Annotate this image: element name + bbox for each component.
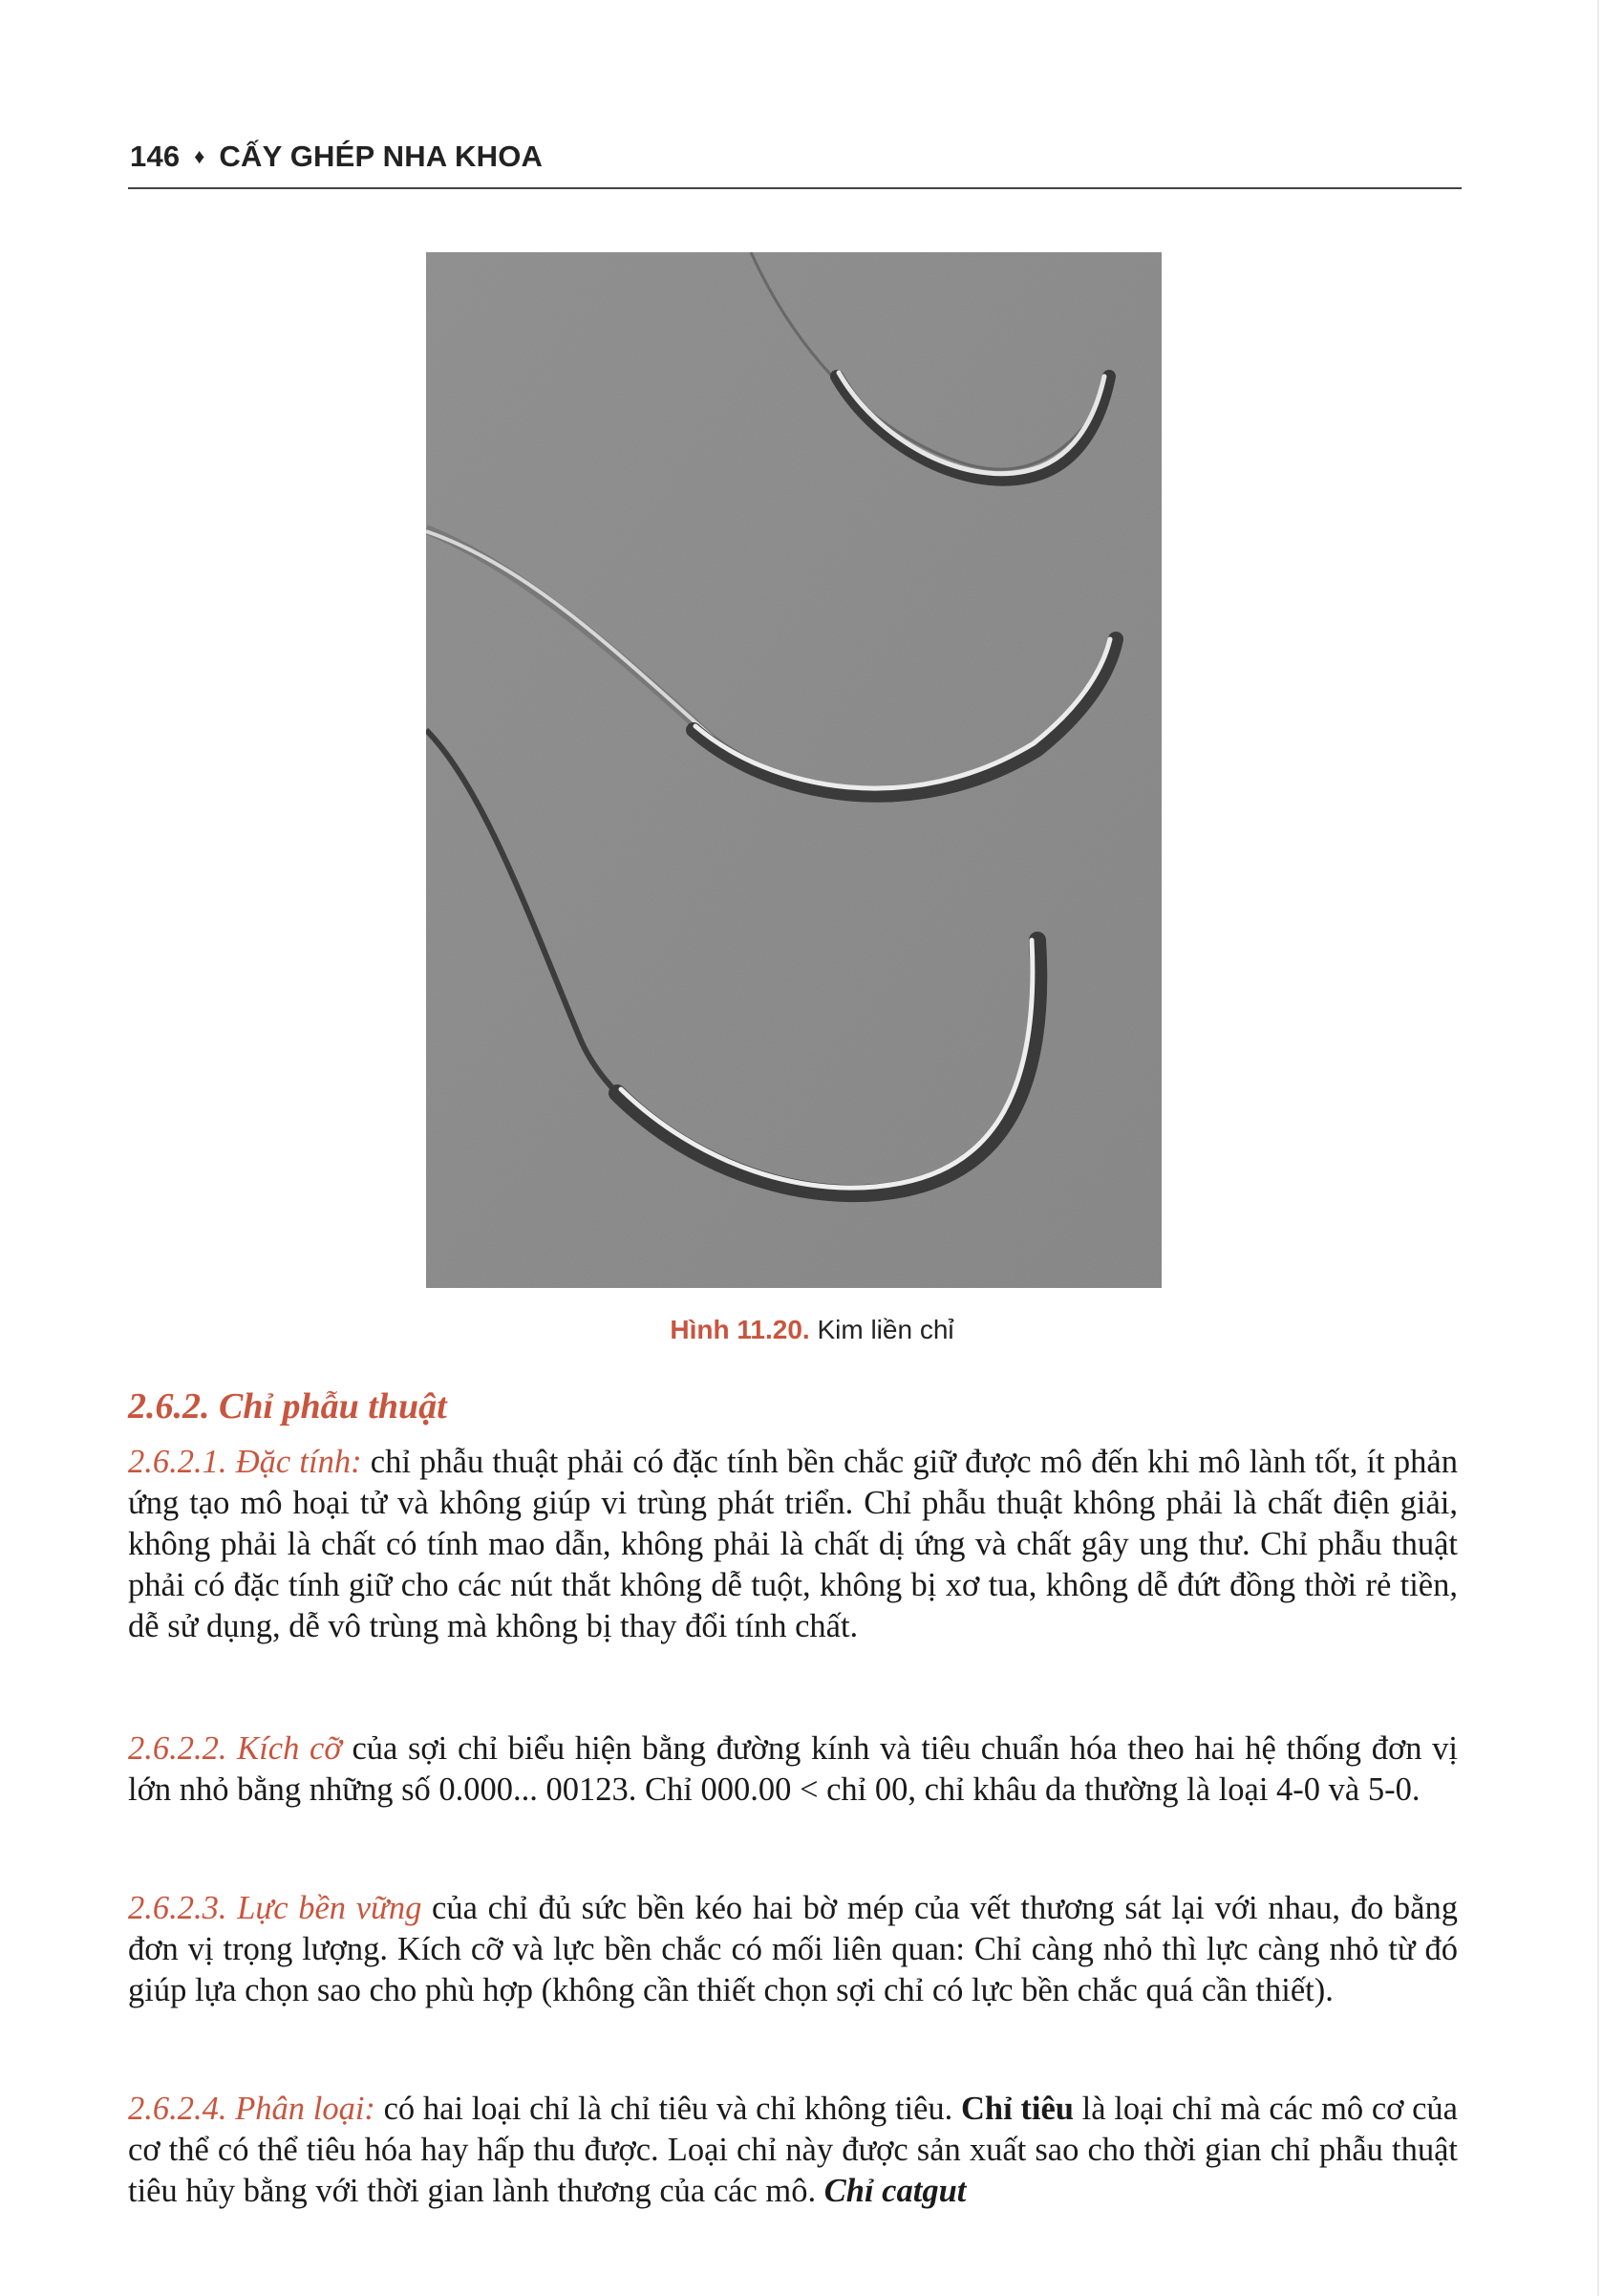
- paragraph-classification: [128, 2089, 1458, 2212]
- page-number: 146: [130, 139, 181, 173]
- figure-photo-needles: [426, 252, 1162, 1288]
- paragraph-text: chỉ phẫu thuật phải có đặc tính bền chắc giữ được mô đến khi mô lành tốt, ít phản ứng tạo mô hoại tử và không giúp vi trùng phát triển. Chỉ phẫu thuật không phải là chất điện giải, không phải là chất có tính mao dẫn, không phải là chất dị ứng và chất gây ung thư. Chỉ phẫu thuật phải có đặc tính giữ cho các nút thắt không dễ tuột, không bị xơ tua, không dễ đứt đồng thời rẻ tiền, dễ sử dụng, dễ vô trùng mà không bị thay đổi tính chất.: [128, 1444, 1458, 1644]
- running-header: [130, 139, 543, 174]
- figure-caption: [0, 1315, 1624, 1345]
- book-title: CẤY GHÉP NHA KHOA: [219, 139, 544, 173]
- term-absorbable: Chỉ tiêu: [961, 2091, 1074, 2127]
- figure-label: Hình 11.20.: [670, 1315, 810, 1344]
- diamond-icon: ♦: [194, 144, 205, 168]
- header-rule: [128, 187, 1462, 189]
- paragraph-text: của chỉ đủ sức bền kéo hai bờ mép của vết thương sát lại với nhau, đo bằng đơn vị trọng lượng. Kích cỡ và lực bền chắc có mối liên quan: Chỉ càng nhỏ thì lực càng nhỏ từ đó giúp lựa chọn sao cho phù hợp (không cần thiết chọn sợi chỉ có lực bền chắc quá cần thiết).: [128, 1890, 1458, 2008]
- paragraph-text: của sợi chỉ biểu hiện bằng đường kính và tiêu chuẩn hóa theo hai hệ thống đơn vị lớn nhỏ bằng những số 0.000... 00123. Chỉ 000.00 < chỉ 00, chỉ khâu da thường là loại 4-0 và 5-0.: [128, 1730, 1458, 1808]
- paragraph-text: là loại chỉ mà các mô cơ của cơ thể có thể tiêu hóa hay hấp thu được. Loại chỉ này được sản xuất sao cho thời gian chỉ phẫu thuật tiêu hủy bằng với thời gian lành thương của các mô.: [128, 2091, 1458, 2209]
- term-catgut: Chỉ catgut: [823, 2173, 967, 2209]
- figure-caption-text: Kim liền chỉ: [817, 1315, 954, 1344]
- paragraph-label: 2.6.2.2. Kích cỡ: [128, 1730, 342, 1767]
- paragraph-label: 2.6.2.1. Đặc tính:: [128, 1444, 362, 1480]
- paragraph-size: [128, 1728, 1458, 1811]
- needle-photo-illustration: [426, 252, 1162, 1288]
- paragraph-strength: [128, 1888, 1458, 2011]
- page-edge: [1597, 0, 1599, 2296]
- section-heading: 2.6.2. Chỉ phẫu thuật: [128, 1386, 447, 1427]
- paragraph-text: có hai loại chỉ là chỉ tiêu và chỉ không tiêu.: [374, 2091, 962, 2127]
- paragraph-label: 2.6.2.4. Phân loại:: [128, 2091, 375, 2127]
- paragraph-properties: [128, 1442, 1458, 1647]
- photo-texture: [426, 252, 1162, 1288]
- paragraph-label: 2.6.2.3. Lực bền vững: [128, 1890, 422, 1926]
